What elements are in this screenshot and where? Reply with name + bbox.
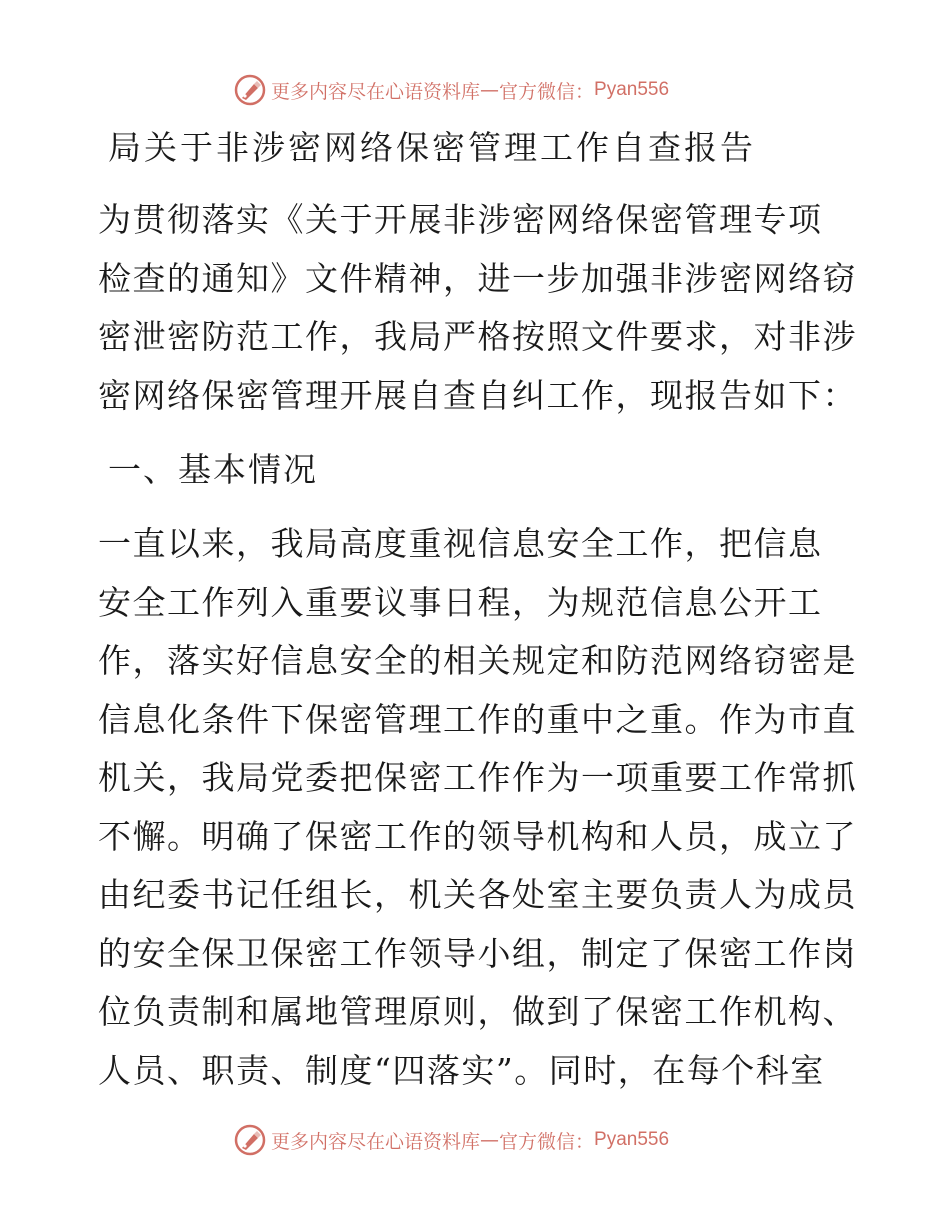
watermark-header (233, 72, 669, 108)
section-heading: 一、基本情况 (108, 450, 318, 489)
body-line: 由纪委书记任组长，机关各处室主要负责人为成员 (98, 875, 857, 914)
body-line: 信息化条件下保密管理工作的重中之重。作为市直 (98, 699, 857, 739)
intro-line: 为贯彻落实《关于开展非涉密网络保密管理专项 (98, 200, 823, 239)
watermark-footer (233, 1122, 669, 1158)
body-line: 人员、职责、制度“四落实”。同时，在每个科室 (98, 1050, 825, 1090)
pen-nib-icon (233, 1123, 267, 1157)
intro-paragraph (98, 191, 858, 425)
body-line: 位负责制和属地管理原则，做到了保密工作机构、 (98, 992, 857, 1031)
body-line: 机关，我局党委把保密工作作为一项重要工作常抓 (98, 758, 857, 797)
document-title: 局关于非涉密网络保密管理工作自查报告 (108, 128, 756, 167)
watermark-separator: — (480, 1129, 500, 1151)
body-paragraph (98, 515, 858, 1100)
intro-line: 检查的通知》文件精神，进一步加强非涉密网络窃 (98, 258, 857, 298)
watermark-handle: Pyan556 (594, 79, 670, 100)
body-line: 一直以来，我局高度重视信息安全工作，把信息 (98, 524, 823, 563)
watermark-contact: 官方微信： (499, 80, 595, 103)
intro-line: 密泄密防范工作，我局严格按照文件要求，对非涉 (98, 317, 857, 356)
intro-line: 密网络保密管理开展自查自纠工作，现报告如下： (98, 375, 857, 415)
pen-nib-icon (233, 73, 267, 107)
body-line: 的安全保卫保密工作领导小组，制定了保密工作岗 (98, 933, 857, 973)
watermark-handle: Pyan556 (594, 1129, 670, 1150)
watermark-separator: — (480, 79, 500, 101)
body-line: 作，落实好信息安全的相关规定和防范网络窃密是 (98, 641, 857, 680)
watermark-brand: 更多内容尽在心语资料库 (271, 1130, 481, 1153)
watermark-contact: 官方微信： (499, 1130, 595, 1153)
body-line: 不懈。明确了保密工作的领导机构和人员，成立了 (98, 816, 857, 856)
watermark-brand: 更多内容尽在心语资料库 (271, 80, 481, 103)
body-line: 安全工作列入重要议事日程，为规范信息公开工 (98, 582, 823, 622)
